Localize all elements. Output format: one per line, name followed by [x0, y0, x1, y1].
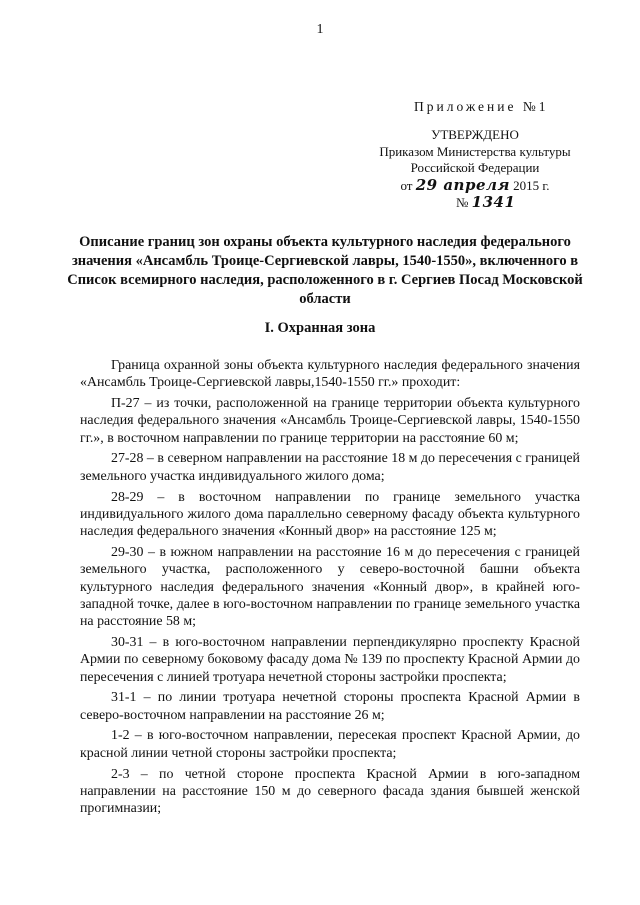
appendix-label: Приложение №1	[414, 99, 549, 114]
paragraph: 29-30 – в южном направлении на расстояние 16 м до пересечения с границей земельного участка, расположенного у северо-восточной башни объекта культурного наследия федерального значения «Конный двор», в крайней юго-западной точке, далее в юго-восточном направлении по границе земельного участка на расстояние 58 м;	[80, 544, 580, 630]
body-text	[80, 357, 580, 821]
document-title: Описание границ зон охраны объекта культурного наследия федерального значения «Ансамбль Троице-Сергиевской лавры, 1540-1550», включенного в Список всемирного наследия, расположенного в г. Сергиев Посад Московской области	[67, 234, 583, 307]
approval-block	[370, 127, 580, 212]
approval-date-line	[370, 177, 580, 195]
number-prefix: №	[456, 195, 469, 210]
paragraph: П-27 – из точки, расположенной на границе территории объекта культурного наследия федерального значения «Ансамбль Троице-Сергиевской лавры, 1540-1550 гг.», в восточном направлении по границе территории на расстояние 60 м;	[80, 396, 580, 446]
approval-authority-line2: Российской Федерации	[410, 160, 540, 175]
approval-authority-line1: Приказом Министерства культуры	[379, 143, 571, 159]
date-prefix: от	[400, 177, 413, 193]
section-heading: I. Охранная зона	[264, 320, 376, 336]
page-number: 1	[316, 22, 324, 37]
paragraph: 27-28 – в северном направлении на расстояние 18 м до пересечения с границей земельного участка индивидуального жилого дома;	[80, 451, 580, 484]
paragraph: 2-3 – по четной стороне проспекта Красной Армии в юго-западном направлении на расстояние 150 м до северного фасада здания бывшей женской прогимназии;	[80, 766, 580, 817]
handwritten-date: 29 апреля	[415, 175, 510, 194]
date-suffix: 2015 г.	[513, 177, 550, 193]
approval-number-line	[370, 194, 580, 212]
handwritten-number: 1341	[471, 193, 516, 211]
approved-stamp-text: УТВЕРЖДЕНО	[431, 127, 519, 142]
paragraph: 31-1 – по линии тротуара нечетной стороны проспекта Красной Армии в северо-восточном направлении на расстояние 26 м;	[80, 690, 580, 723]
paragraph: 30-31 – в юго-восточном направлении перпендикулярно проспекту Красной Армии по северному боковому фасаду дома № 139 по проспекту Красной Армии до пересечения с линией тротуара нечетной стороны застройки проспекта;	[80, 634, 580, 685]
paragraph: 1-2 – в юго-восточном направлении, пересекая проспект Красной Армии, до красной линии четной стороны застройки проспекта;	[80, 728, 580, 761]
paragraph: Граница охранной зоны объекта культурного наследия федерального значения «Ансамбль Троице-Сергиевской лавры,1540-1550 гг.» проходит:	[80, 358, 580, 391]
paragraph: 28-29 – в восточном направлении по границе земельного участка индивидуального жилого дома параллельно северному фасаду объекта культурного наследия федерального значения «Конный двор» на расстояние 125 м;	[80, 489, 580, 540]
